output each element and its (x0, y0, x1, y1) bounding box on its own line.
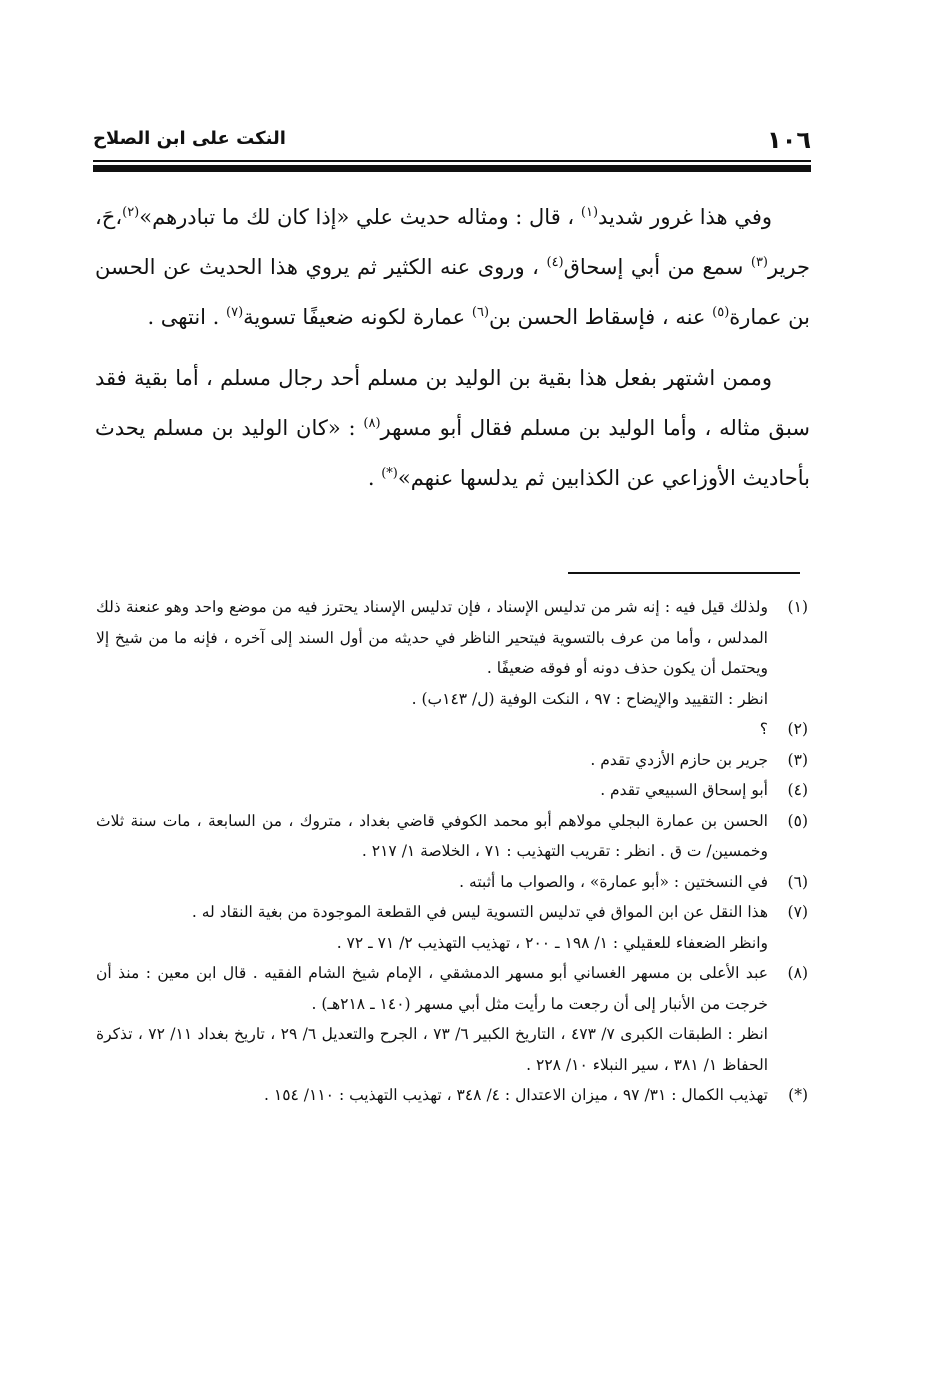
book-title: النكت على ابن الصلاح (93, 128, 286, 149)
text-run: . (367, 466, 382, 490)
text-run: ، وروى عنه الكثير ثم يروي هذا الحديث عن الحسن بن عمارة (95, 255, 810, 329)
main-text (95, 192, 810, 503)
footnote-line: ولذلك قيل فيه : إنه شر من تدليس الإسناد ، فإن تدليس الإسناد يحترز فيه من موضع واحد وهو عنعنة ذلك المدلس ، وأما من عرف بالتسوية فيتحير الناظر في حديثه من أول السند إلى آخره ، فإنه ما من شيخ إلا ويحتمل أن يكون حذف دونه أو فوقه ضعيفًا . (96, 598, 768, 677)
footnote-number: (٤) (787, 781, 808, 799)
text-run: عنه ، فإسقاط الحسن بن (489, 305, 713, 329)
footnote-7 (96, 897, 808, 958)
running-header (93, 118, 811, 158)
header-rule-thick (93, 165, 811, 172)
footnote-ref-1[interactable]: (١) (580, 205, 599, 220)
footnote-text (96, 867, 768, 898)
footnote-1 (96, 592, 808, 714)
footnote-text (96, 806, 768, 867)
footnote-ref-5[interactable]: (٥) (712, 305, 730, 320)
footnote-2 (96, 714, 808, 745)
footnote-star (96, 1080, 808, 1111)
footnote-line: الحسن بن عمارة البجلي مولاهم أبو محمد الكوفي قاضي بغداد ، متروك ، من السابعة ، مات سنة ثلاث وخمسين/ ت ق . انظر : تقريب التهذيب : ٧١ ، الخلاصة ١/ ٢١٧ . (96, 811, 768, 860)
footnote-line: انظر : التقييد والإيضاح : ٩٧ ، النكت الوفية (ل/ ١٤٣ب) . (411, 689, 768, 708)
footnotes (96, 592, 808, 1111)
page-number: ١٠٦ (767, 126, 811, 154)
footnote-6 (96, 867, 808, 898)
footnote-ref-4[interactable]: (٤) (546, 255, 564, 270)
footnote-number: (١) (787, 598, 808, 616)
footnote-number: (٦) (787, 872, 808, 891)
footnote-line: أبو إسحاق السبيعي تقدم . (600, 781, 768, 799)
footnote-8 (96, 958, 808, 1080)
paragraph-2 (95, 353, 810, 503)
footnote-line: جرير بن حازم الأزدي تقدم . (590, 750, 768, 769)
paragraph-1 (95, 192, 810, 342)
footnote-separator (568, 572, 800, 574)
footnote-4 (96, 775, 808, 806)
footnote-number: (٥) (787, 811, 808, 830)
footnote-number: (٢) (787, 720, 808, 738)
text-run: عمارة لكونه ضعيفًا تسوية (243, 305, 472, 329)
footnote-line: هذا النقل عن ابن المواق في تدليس التسوية ليس في القطعة الموجودة من بغية النقاد له . (191, 903, 768, 921)
footnote-line: ؟ (759, 720, 768, 738)
footnote-line: تهذيب الكمال : ٣١/ ٩٧ ، ميزان الاعتدال : ٤/ ٣٤٨ ، تهذيب التهذيب : ١١٠/ ١٥٤ . (264, 1086, 768, 1104)
text-run: وممن اشتهر بفعل هذا بقية بن الوليد بن مسلم أحد رجال مسلم ، أما بقية فقد سبق مثاله ، وأما الوليد بن مسلم فقال أبو مسهر (95, 366, 810, 440)
footnote-text (96, 714, 768, 745)
footnote-text (96, 897, 768, 958)
footnote-number: (٧) (787, 903, 808, 921)
footnote-text (96, 745, 768, 776)
footnote-line: في النسختين : «أبو عمارة» ، والصواب ما أثبته . (459, 872, 768, 891)
footnote-number: (*) (788, 1086, 808, 1104)
footnote-text (96, 958, 768, 1080)
text-run: . انتهى . (147, 305, 227, 329)
footnote-number: (٣) (787, 750, 808, 769)
header-rule-thin (93, 160, 811, 162)
footnote-number: (٨) (787, 964, 808, 982)
footnote-text (96, 775, 768, 806)
text-run: : «كان الوليد بن مسلم يحدث بأحاديث الأوزاعي عن الكذابين ثم يدلسها عنهم» (95, 416, 810, 490)
text-run: سمع من أبي إسحاق (563, 255, 751, 279)
footnote-line: انظر : الطبقات الكبرى ٧/ ٤٧٣ ، التاريخ الكبير ٦/ ٧٣ ، الجرح والتعديل ٦/ ٢٩ ، تاريخ بغداد ١١/ ٧٢ ، تذكرة الحفاظ ١/ ٣٨١ ، سير النبلاء ١٠/ ٢٢٨ . (96, 1025, 768, 1074)
footnote-text (96, 1080, 768, 1111)
footnote-text (96, 592, 768, 714)
footnote-ref-2[interactable]: (٢) (122, 205, 140, 220)
footnote-3 (96, 745, 808, 776)
text-run: ،حَ، جرير (94, 205, 810, 279)
footnote-ref-8[interactable]: (٨) (363, 416, 381, 431)
footnote-line: وانظر الضعفاء للعقيلي : ١/ ١٩٨ ـ ٢٠٠ ، تهذيب التهذيب ٢/ ٧١ ـ ٧٢ . (336, 933, 768, 952)
footnote-5 (96, 806, 808, 867)
footnote-ref-star[interactable]: (*) (381, 466, 398, 481)
footnote-ref-7[interactable]: (٧) (226, 305, 244, 320)
footnote-ref-6[interactable]: (٦) (471, 305, 490, 320)
footnote-line: عبد الأعلى بن مسهر الغساني أبو مسهر الدمشقي ، الإمام شيخ الشام الفقيه . قال ابن معين : منذ أن خرجت من الأنبار إلى أن رجعت ما رأيت مثل أبي مسهر (١٤٠ ـ ٢١٨هـ) . (96, 964, 768, 1013)
footnote-ref-3[interactable]: (٣) (750, 255, 768, 270)
text-run: ، قال : ومثاله حديث علي «إذا كان لك ما تبادرهم» (139, 205, 581, 229)
text-run: وفي هذا غرور شديد (598, 205, 772, 229)
